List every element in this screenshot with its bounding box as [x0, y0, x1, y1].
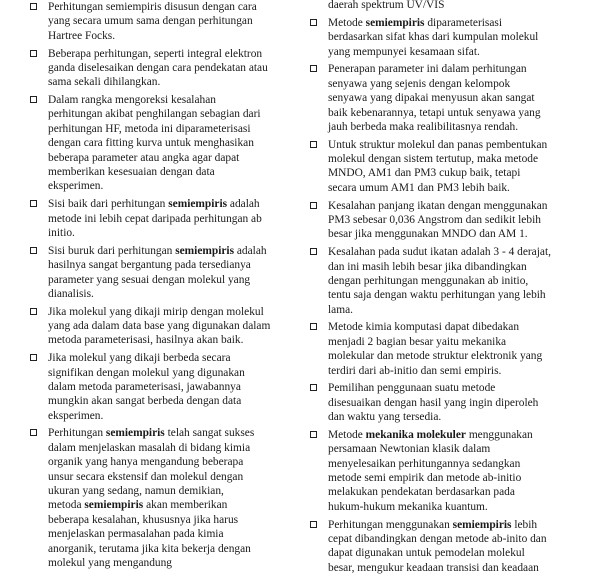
text-run: Kesalahan panjang ikatan dengan menggunakan	[328, 199, 548, 212]
text-line	[48, 441, 293, 455]
bullet-item	[310, 16, 585, 59]
text-run: adalah	[234, 244, 267, 257]
text-run: dengan cara fitting kurva untuk menghasikan	[48, 137, 254, 150]
text-line: daerah spektrum UV/VIS	[328, 0, 445, 12]
text-run: anorganik, terutama jika kita bekerja dengan	[48, 542, 251, 555]
text-line	[48, 29, 293, 43]
square-bullet-icon	[30, 308, 37, 315]
text-line	[48, 151, 293, 165]
text-line	[328, 349, 585, 363]
text-run: adalah	[227, 198, 260, 211]
text-run: beberapa kesalahan, khususnya jika harus	[48, 513, 239, 526]
text-run: memberikan kesesuaian dengan data	[48, 166, 215, 179]
text-run: yang ada dalam data base yang digunakan dalam	[48, 320, 271, 333]
text-run: Beberapa perhitungan, seperti integral elektron	[48, 47, 263, 60]
square-bullet-icon	[310, 384, 317, 391]
text-run: menggunakan	[465, 428, 533, 441]
bullet-item	[310, 138, 585, 196]
text-line	[328, 138, 585, 152]
left-column	[30, 0, 293, 574]
text-run: yang secara umum sama dengan perhitungan	[48, 15, 253, 28]
square-bullet-icon	[310, 323, 317, 330]
square-bullet-icon	[310, 521, 317, 528]
text-line	[48, 513, 293, 527]
text-run: Penerapan parameter ini dalam perhitungan	[328, 63, 527, 76]
text-line	[328, 518, 585, 532]
text-run: dalam metoda parameterisasi, jawabannya	[48, 380, 241, 393]
text-line	[328, 152, 585, 166]
text-line	[328, 227, 585, 241]
text-run: menyelesaikan perhitungannya sedangkan	[328, 457, 521, 470]
text-line	[328, 120, 585, 134]
text-run: molekular dan metode struktur elektronik yang	[328, 350, 543, 363]
text-line	[328, 77, 585, 91]
bullet-item	[30, 426, 293, 570]
text-run: Metode	[328, 428, 366, 441]
square-bullet-icon	[30, 247, 37, 254]
text-run: ganda diselesaikan dengan cara pendekatan atau	[48, 61, 268, 74]
text-line	[328, 485, 585, 499]
continued-text	[310, 0, 585, 13]
square-bullet-icon	[310, 65, 317, 72]
text-line	[328, 410, 585, 424]
square-bullet-icon	[310, 141, 317, 148]
text-run: cepat dibandingkan dengan metode ab-inito dan	[328, 533, 547, 545]
bold-term: semiempiris	[105, 427, 165, 440]
bullet-item	[310, 320, 585, 378]
text-run: disesuaikan dengan hasil yang ingin diperoleh	[328, 396, 539, 409]
text-line	[328, 546, 585, 560]
text-run: dan waktu yang tersedia.	[328, 411, 442, 424]
square-bullet-icon	[30, 3, 37, 10]
bullet-item	[30, 47, 293, 90]
text-line	[48, 258, 293, 272]
text-line	[328, 500, 585, 514]
square-bullet-icon	[30, 200, 37, 207]
text-run: Perhitungan menggunakan	[328, 518, 453, 531]
text-run: dan ini masih lebih besar jika dibandingkan	[328, 260, 527, 273]
text-line	[328, 561, 585, 575]
text-run: senyawa yang dipakai menyusun akan sangat	[328, 92, 535, 105]
text-line	[48, 122, 293, 136]
text-run: Dalam rangka mengoreksi kesalahan	[48, 94, 216, 107]
text-run: perhitungan akibat penghilangan sebagian dari	[48, 108, 261, 121]
text-line	[328, 471, 585, 485]
text-line	[328, 457, 585, 471]
text-line	[328, 245, 585, 259]
text-run: lebih	[511, 518, 538, 531]
text-run: lama.	[328, 303, 353, 316]
text-run: perhitungan HF, metoda ini diparameterisasi	[48, 122, 251, 135]
text-line	[48, 93, 293, 107]
text-run: jauh berbeda maka realibilitasnya rendah.	[328, 120, 519, 133]
text-line	[328, 30, 585, 44]
text-line	[48, 380, 293, 394]
text-run: akan memberikan	[143, 499, 228, 512]
text-run: besar, mengukur keadaan transisi dan keadaan	[328, 561, 539, 574]
text-run: beberapa parameter atau angka agar dapat	[48, 151, 240, 164]
text-run: hukum-hukum mekanika kuantum.	[328, 500, 488, 513]
text-run: Sisi buruk dari perhitungan	[48, 244, 176, 257]
text-line	[48, 333, 293, 347]
right-column	[310, 0, 585, 579]
text-run: molekul yang mengandung	[48, 557, 173, 570]
text-line	[48, 75, 293, 89]
text-run: berdasarkan sifat khas dari kumpulan molekul	[328, 31, 539, 44]
text-line	[328, 381, 585, 395]
text-run: Perhitungan	[48, 427, 106, 440]
text-line	[48, 319, 293, 333]
text-run: Metode	[328, 16, 366, 29]
bullet-item	[30, 197, 293, 240]
text-line	[48, 0, 293, 14]
text-line	[328, 45, 585, 59]
text-run: menjelaskan permasalahan pada kimia	[48, 528, 224, 541]
text-run: Kesalahan pada sudut ikatan adalah 3 - 4 derajat,	[328, 246, 551, 259]
text-line	[328, 166, 585, 180]
text-run: Sisi baik dari perhitungan	[48, 198, 169, 211]
text-line	[48, 351, 293, 365]
text-line	[328, 320, 585, 334]
text-run: baik kebenarannya, tetapi untuk senyawa yang	[328, 106, 541, 119]
bold-term: semiempiris	[84, 499, 144, 512]
text-run: yang mempunyei kesamaan sifat.	[328, 45, 480, 58]
bold-term: semiempiris	[168, 198, 228, 211]
text-line	[48, 197, 293, 211]
text-run: parameter yang sesuai dengan molekul yang	[48, 273, 251, 286]
text-run: terdiri dari ab-initio dan semi empiris.	[328, 364, 502, 377]
text-run: metode semi empirik dan metode ab-initio	[328, 472, 522, 485]
text-line	[48, 409, 293, 423]
text-line	[328, 199, 585, 213]
bullet-item	[310, 199, 585, 242]
text-line	[328, 213, 585, 227]
text-line	[48, 287, 293, 301]
text-line	[328, 442, 585, 456]
text-run: signifikan dengan molekul yang digunakan	[48, 366, 245, 379]
text-run: Jika molekul yang dikaji berbeda secara	[48, 352, 231, 365]
text-run: molekul dengan sistem tertutup, maka metode	[328, 153, 539, 166]
text-run: metoda parameterisasi, hasilnya akan baik.	[48, 334, 244, 347]
text-run: besar jika menggunakan MNDO dan AM 1.	[328, 228, 528, 241]
text-line	[328, 364, 585, 378]
text-line	[48, 527, 293, 541]
square-bullet-icon	[30, 354, 37, 361]
bullet-item	[30, 244, 293, 302]
bullet-item	[310, 381, 585, 424]
text-run: MNDO, AM1 dan PM3 cukup baik, tetapi	[328, 167, 521, 180]
text-line	[48, 244, 293, 258]
text-run: PM3 sebesar 0,036 Angstrom dan sedikit lebih	[328, 213, 541, 226]
text-run: menjadi 2 bagian besar yaitu mekanika	[328, 335, 507, 348]
text-run: Perhitungan semiempiris disusun dengan cara	[48, 1, 257, 13]
text-line	[328, 181, 585, 195]
text-run: melakukan pendekatan berdasarkan pada	[328, 486, 515, 499]
text-line	[48, 14, 293, 28]
text-run: mungkin akan sangat berbeda dengan data	[48, 395, 242, 408]
text-line	[48, 426, 293, 440]
square-bullet-icon	[30, 429, 37, 436]
text-line	[328, 303, 585, 317]
text-run: secara umum AM1 dan PM3 lebih baik.	[328, 181, 510, 194]
text-run: unsur secara ekstensif dan molekul dengan	[48, 470, 244, 483]
square-bullet-icon	[310, 202, 317, 209]
text-line	[328, 274, 585, 288]
text-line	[48, 273, 293, 287]
bullet-item	[310, 518, 585, 576]
text-line	[328, 16, 585, 30]
bold-term: semiempiris	[365, 16, 425, 29]
text-run: Jika molekul yang dikaji mirip dengan molekul	[48, 305, 264, 318]
square-bullet-icon	[310, 431, 317, 438]
text-line	[328, 260, 585, 274]
text-run: telah sangat sukses	[164, 427, 255, 440]
text-line	[48, 212, 293, 226]
bullet-item	[310, 62, 585, 134]
text-run: Untuk struktur molekul dan panas pembentukan	[328, 138, 548, 151]
bold-term: semiempiris	[452, 518, 512, 531]
text-line	[48, 226, 293, 240]
text-line	[48, 107, 293, 121]
text-run: eksperimen.	[48, 409, 104, 422]
text-run: dalam menjelaskan masalah di bidang kimia	[48, 441, 251, 454]
bullet-item	[30, 305, 293, 348]
bullet-item	[310, 245, 585, 317]
text-line	[328, 106, 585, 120]
text-run: eksperimen.	[48, 180, 104, 193]
square-bullet-icon	[30, 96, 37, 103]
text-line	[328, 288, 585, 302]
text-line	[328, 335, 585, 349]
text-run: initio.	[48, 226, 75, 239]
text-line	[48, 542, 293, 556]
text-run: sama sekali dihilangkan.	[48, 76, 161, 89]
bold-term: semiempiris	[175, 244, 235, 257]
text-line	[48, 366, 293, 380]
text-run: ukuran yang sedang, namun demikian,	[48, 485, 224, 498]
text-line	[48, 470, 293, 484]
text-line	[48, 136, 293, 150]
text-line	[48, 556, 293, 570]
bullet-item	[30, 351, 293, 423]
text-run: persamaan Newtonian klasik dalam	[328, 443, 491, 456]
text-line	[48, 455, 293, 469]
text-line	[328, 428, 585, 442]
text-run: senyawa yang sejenis dengan kelompok	[328, 77, 511, 90]
text-run: metode ini lebih cepat daripada perhitungan ab	[48, 212, 262, 225]
square-bullet-icon	[310, 248, 317, 255]
text-line	[48, 484, 293, 498]
text-line	[48, 394, 293, 408]
square-bullet-icon	[30, 50, 37, 57]
bullet-item	[310, 428, 585, 514]
text-line	[48, 305, 293, 319]
bullet-item	[30, 0, 293, 43]
text-run: hasilnya sangat bergantung pada tersedianya	[48, 259, 251, 272]
text-line	[328, 532, 585, 546]
text-run: tentu saja dengan waktu perhitungan yang lebih	[328, 289, 546, 302]
text-line	[328, 396, 585, 410]
text-line	[328, 62, 585, 76]
text-run: organik yang hanya mengandung beberapa	[48, 456, 244, 469]
text-line	[48, 498, 293, 512]
text-run: dengan perhitungan menggunakan ab initio,	[328, 274, 529, 287]
bullet-item	[30, 93, 293, 194]
text-run: diparameterisasi	[424, 16, 502, 29]
text-run: Metode kimia komputasi dapat dibedakan	[328, 321, 520, 334]
text-line	[328, 91, 585, 105]
text-line	[48, 165, 293, 179]
square-bullet-icon	[310, 19, 317, 26]
text-run: dianalisis.	[48, 287, 94, 300]
bold-term: mekanika molekuler	[365, 428, 466, 441]
text-run: metoda	[48, 499, 85, 512]
text-run: dapat digunakan untuk pemodelan molekul	[328, 547, 525, 560]
text-run: Hartree Focks.	[48, 29, 116, 42]
text-line	[48, 47, 293, 61]
text-line	[48, 179, 293, 193]
text-line	[48, 61, 293, 75]
text-run: Pemilihan penggunaan suatu metode	[328, 382, 496, 395]
